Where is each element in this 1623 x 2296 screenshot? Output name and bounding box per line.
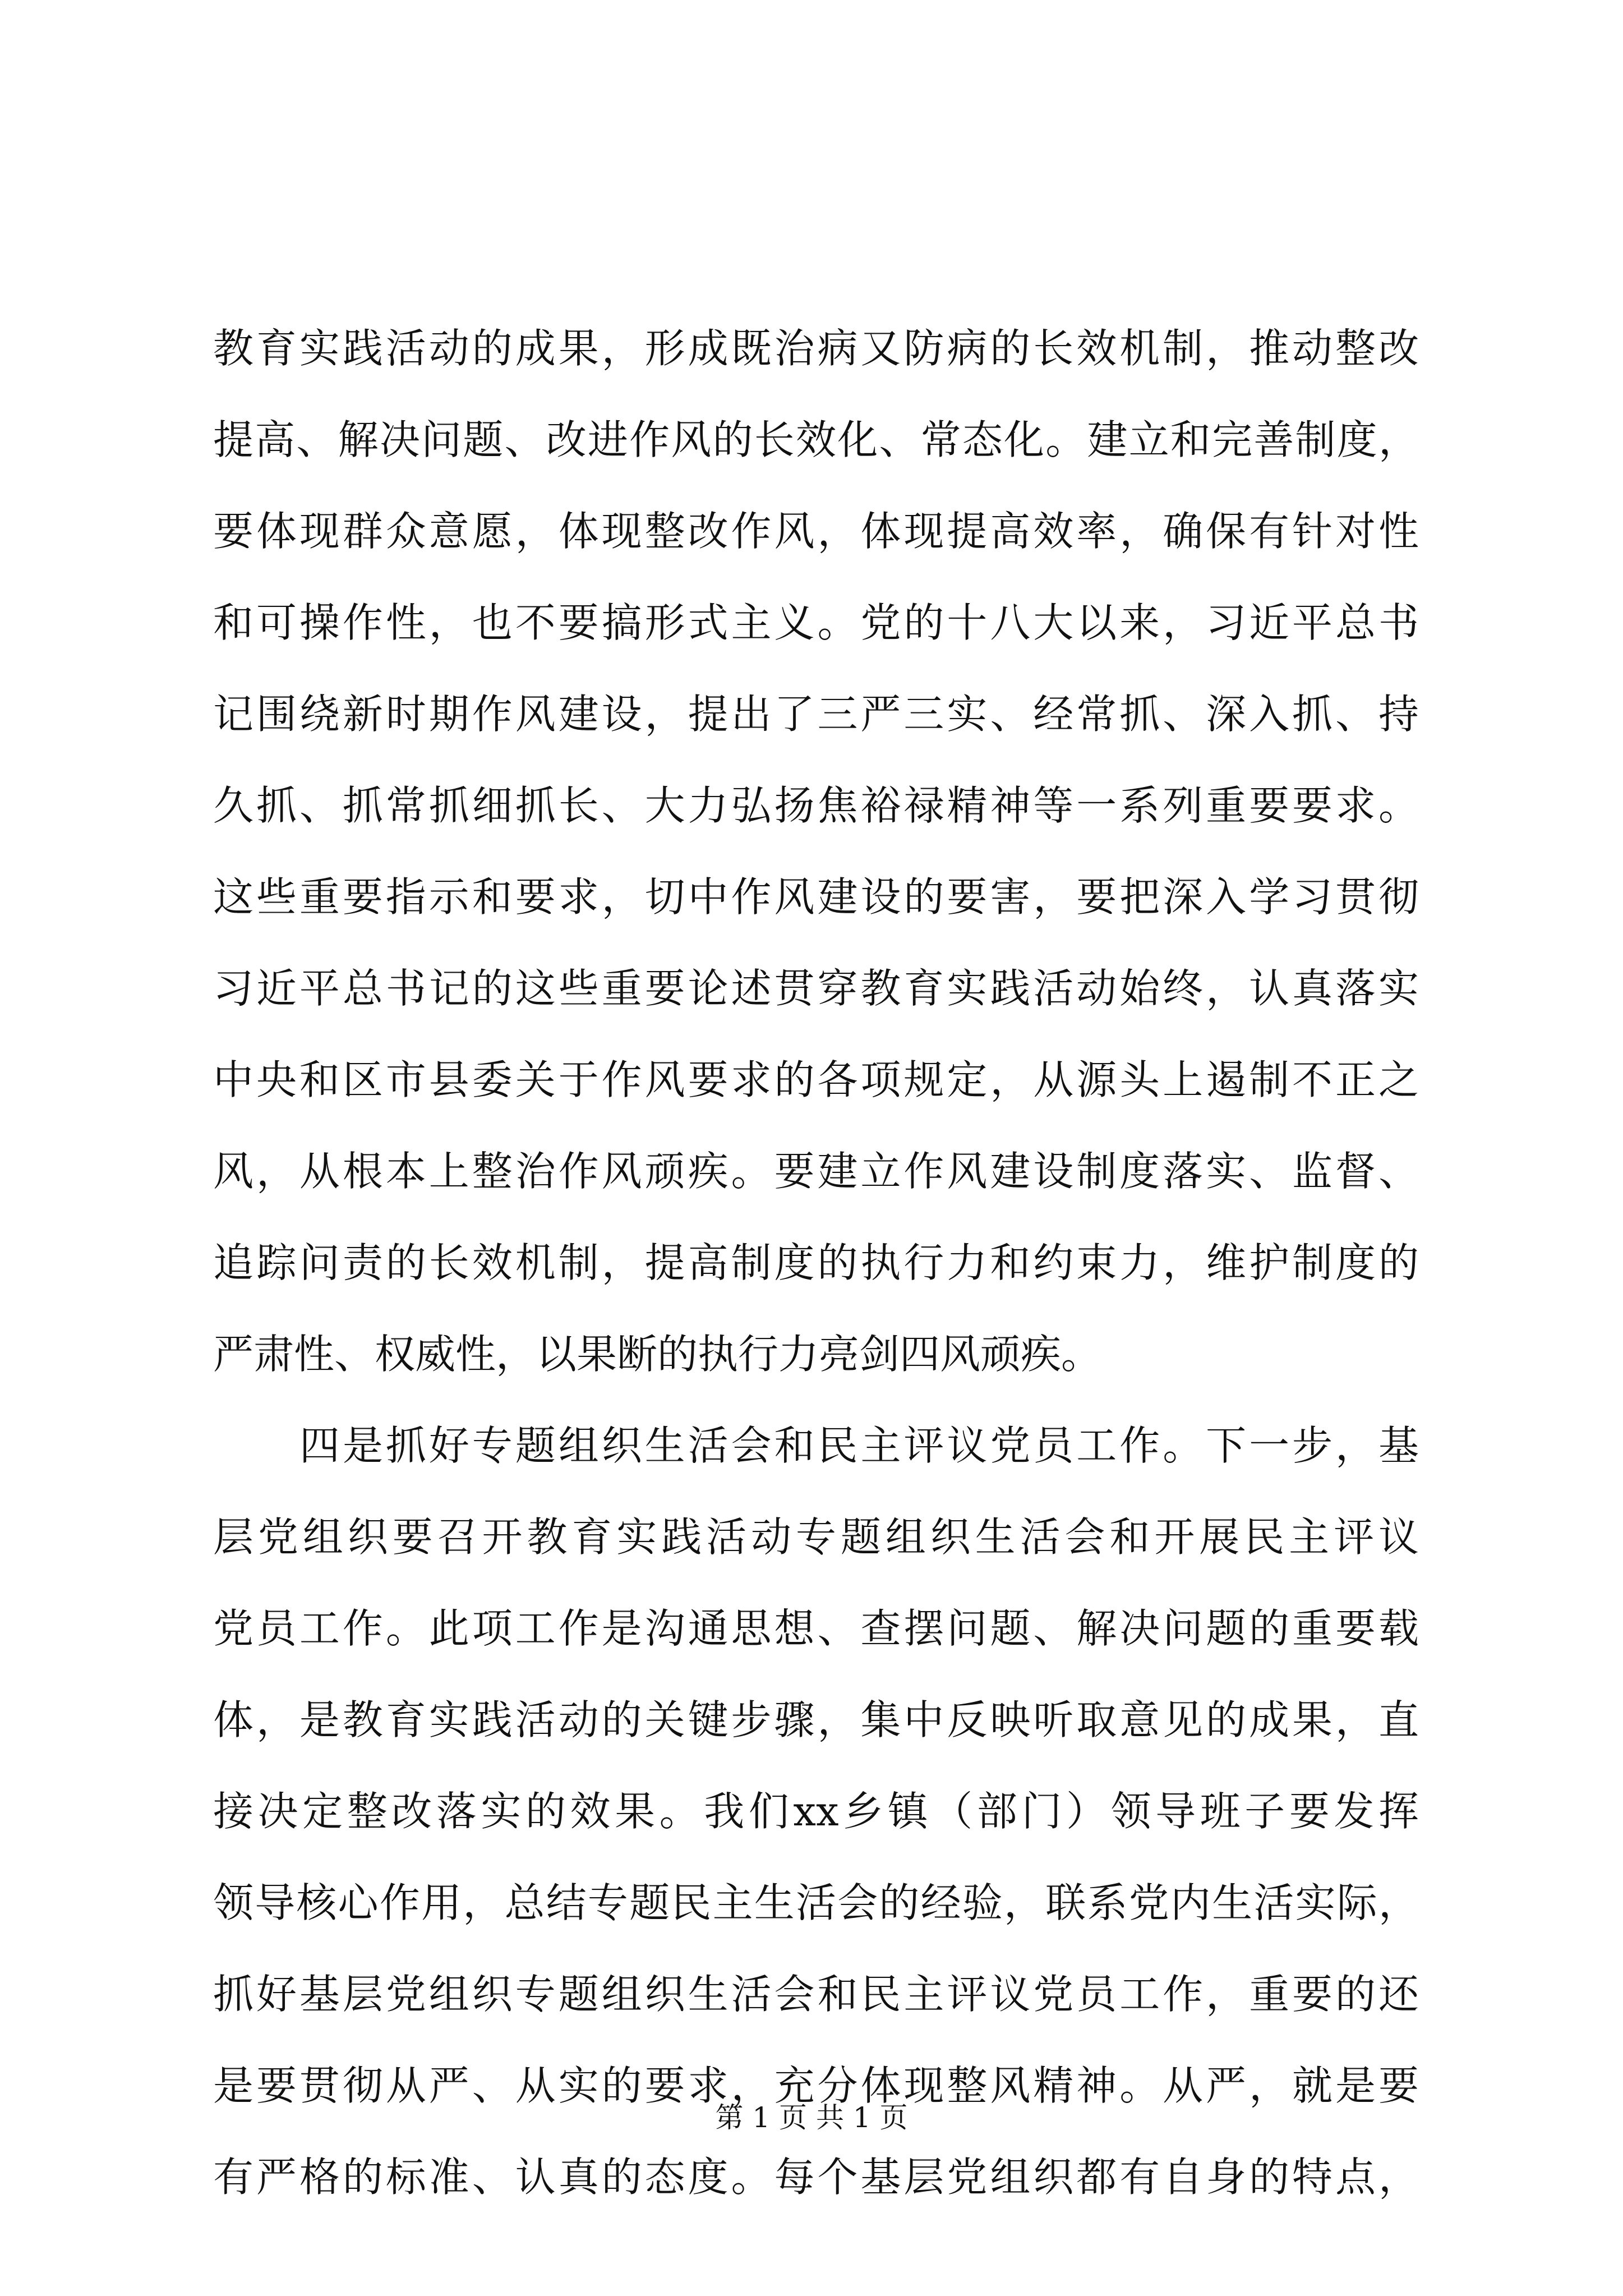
- text-line-19: 抓好基层党组织专题组织生活会和民主评议党员工作，重要的还: [213, 1971, 1419, 2018]
- text-line-17: 接决定整改落实的效果。我们xx乡镇（部门）领导班子要发挥: [213, 1788, 1419, 1835]
- text-line-10: 风，从根本上整治作风顽疾。要建立作风建设制度落实、监督、: [213, 1148, 1419, 1195]
- text-line-1: 教育实践活动的成果，形成既治病又防病的长效机制，推动整改: [213, 325, 1419, 372]
- text-line-7: 这些重要指示和要求，切中作风建设的要害，要把深入学习贯彻: [213, 873, 1419, 921]
- paragraph-start-line: 四是抓好专题组织生活会和民主评议党员工作。下一步，基: [299, 1422, 1419, 1469]
- text-line-21: 有严格的标准、认真的态度。每个基层党组织都有自身的特点，: [213, 2154, 1419, 2201]
- text-line-6: 久抓、抓常抓细抓长、大力弘扬焦裕禄精神等一系列重要要求。: [213, 782, 1419, 829]
- text-line-2: 提高、解决问题、改进作风的长效化、常态化。建立和完善制度，: [213, 416, 1419, 463]
- page-number-footer: 第 1 页 共 1 页: [715, 2101, 908, 2134]
- text-line-11: 追踪问责的长效机制，提高制度的执行力和约束力，维护制度的: [213, 1239, 1419, 1286]
- body-text: [213, 303, 1419, 2223]
- text-line-5: 记围绕新时期作风建设，提出了三严三实、经常抓、深入抓、持: [213, 691, 1419, 738]
- text-line-20: 是要贯彻从严、从实的要求，充分体现整风精神。从严，就是要: [213, 2062, 1419, 2109]
- text-line-14: 层党组织要召开教育实践活动专题组织生活会和开展民主评议: [213, 1513, 1419, 1561]
- text-line-18: 领导核心作用，总结专题民主生活会的经验，联系党内生活实际，: [213, 1879, 1419, 1926]
- text-line-16: 体，是教育实践活动的关键步骤，集中反映听取意见的成果，直: [213, 1696, 1419, 1743]
- text-line-3: 要体现群众意愿，体现整改作风，体现提高效率，确保有针对性: [213, 508, 1419, 555]
- text-line-4: 和可操作性，也不要搞形式主义。党的十八大以来，习近平总书: [213, 599, 1419, 646]
- text-line-9: 中央和区市县委关于作风要求的各项规定，从源头上遏制不正之: [213, 1056, 1419, 1103]
- text-line-8: 习近平总书记的这些重要论述贯穿教育实践活动始终，认真落实: [213, 965, 1419, 1012]
- text-line-12: 严肃性、权威性，以果断的执行力亮剑四风顽疾。: [213, 1331, 1102, 1378]
- text-line-15: 党员工作。此项工作是沟通思想、查摆问题、解决问题的重要载: [213, 1605, 1419, 1652]
